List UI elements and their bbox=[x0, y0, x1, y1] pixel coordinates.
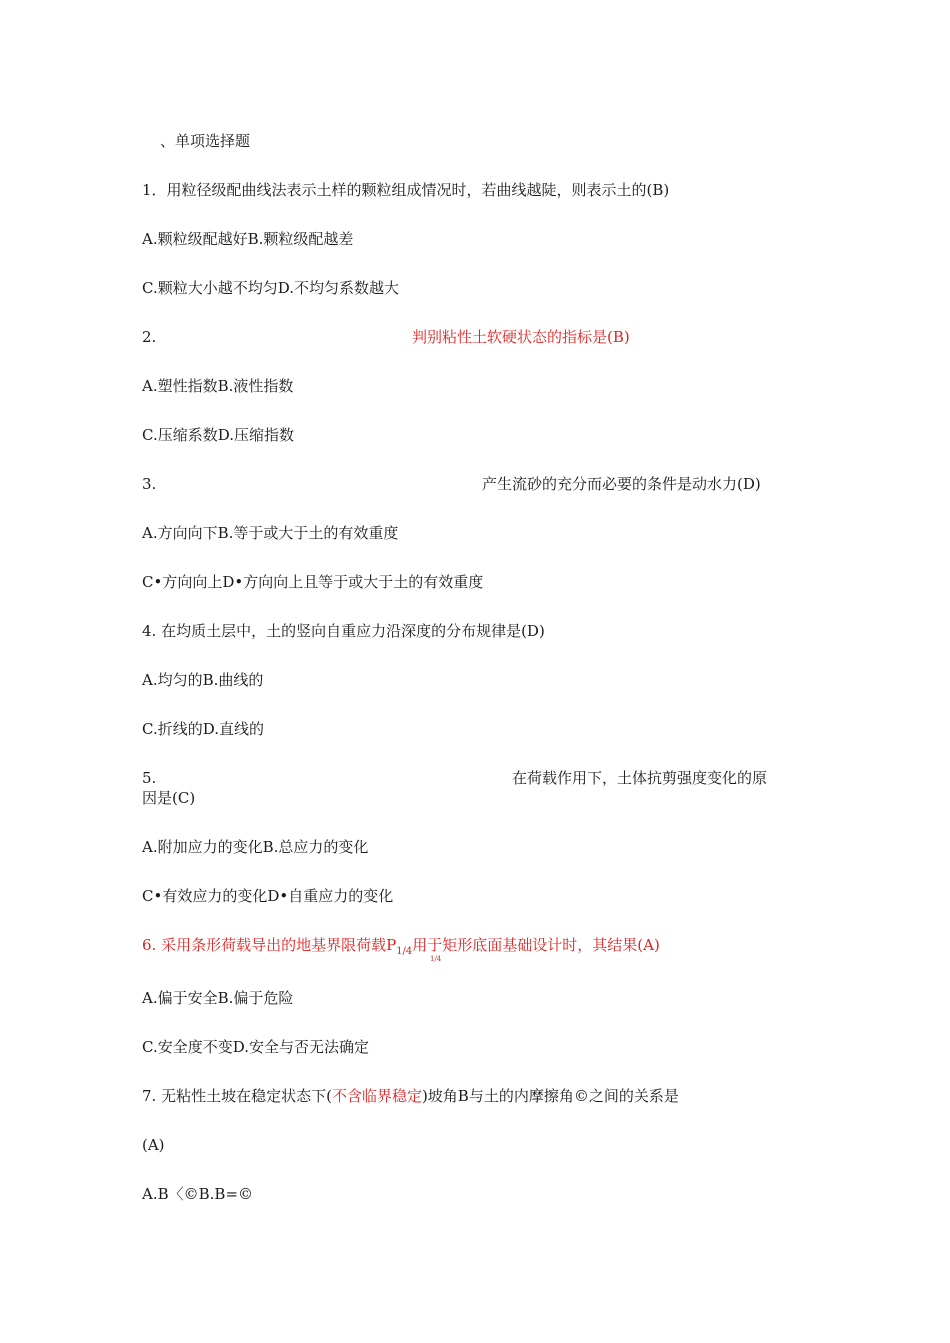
question-5-text: 在荷载作用下，土体抗剪强度变化的原 bbox=[512, 769, 768, 787]
question-6-options-ab: A.偏于安全B.偏于危险 bbox=[142, 989, 294, 1007]
question-6-options-cd: C.安全度不变D.安全与否无法确定 bbox=[142, 1038, 369, 1056]
question-3-number: 3. bbox=[142, 475, 157, 493]
question-5-number: 5. bbox=[142, 769, 157, 787]
question-2-options-cd: C.压缩系数D.压缩指数 bbox=[142, 426, 294, 444]
question-3-text: 产生流砂的充分而必要的条件是动水力(D) bbox=[482, 475, 761, 493]
question-7-suffix: )坡角B与土的内摩擦角©之间的关系是 bbox=[421, 1087, 679, 1105]
question-3-options-cd: C•方向向上D•方向向上且等于或大于土的有效重度 bbox=[142, 573, 484, 591]
question-4-options-cd: C.折线的D.直线的 bbox=[142, 720, 264, 738]
question-6 bbox=[142, 935, 660, 962]
page-number: 1/4 bbox=[430, 955, 442, 963]
question-2-options-ab: A.塑性指数B.液性指数 bbox=[142, 377, 294, 395]
question-7-prefix: 7. 无粘性土坡在稳定状态下( bbox=[142, 1087, 332, 1105]
question-4: 4. 在均质土层中，土的竖向自重应力沿深度的分布规律是(D) bbox=[142, 622, 545, 640]
question-1-options-ab: A.颗粒级配越好B.颗粒级配越差 bbox=[142, 230, 354, 248]
question-4-options-ab: A.均匀的B.曲线的 bbox=[142, 671, 264, 689]
question-6-prefix: 6. 采用条形荷载导出的地基界限荷载P bbox=[142, 936, 397, 954]
question-3-options-ab: A.方向向下B.等于或大于土的有效重度 bbox=[142, 524, 399, 542]
question-1: 1．用粒径级配曲线法表示土样的颗粒组成情况时，若曲线越陡，则表示土的(B) bbox=[142, 181, 670, 199]
question-5-options-cd: C•有效应力的变化D•自重应力的变化 bbox=[142, 887, 394, 905]
question-2-number: 2. bbox=[142, 328, 157, 346]
question-6-suffix: 用于矩形底面基础设计时，其结果(A) bbox=[412, 936, 660, 954]
question-6-subscript: 1/4 bbox=[396, 946, 413, 957]
question-5-text-continued: 因是(C) bbox=[142, 789, 196, 807]
question-5-options-ab: A.附加应力的变化B.总应力的变化 bbox=[142, 838, 369, 856]
question-2-text: 判别粘性土软硬状态的指标是(B) bbox=[412, 328, 630, 346]
question-7-answer: (A) bbox=[142, 1136, 165, 1154]
question-7 bbox=[142, 1086, 679, 1106]
question-7-highlight: 不含临界稳定 bbox=[331, 1087, 422, 1105]
question-1-options-cd: C.颗粒大小越不均匀D.不均匀系数越大 bbox=[142, 279, 399, 297]
question-7-options-ab: A.B〈©B.B=© bbox=[142, 1185, 254, 1203]
section-title: 、单项选择题 bbox=[160, 132, 251, 150]
